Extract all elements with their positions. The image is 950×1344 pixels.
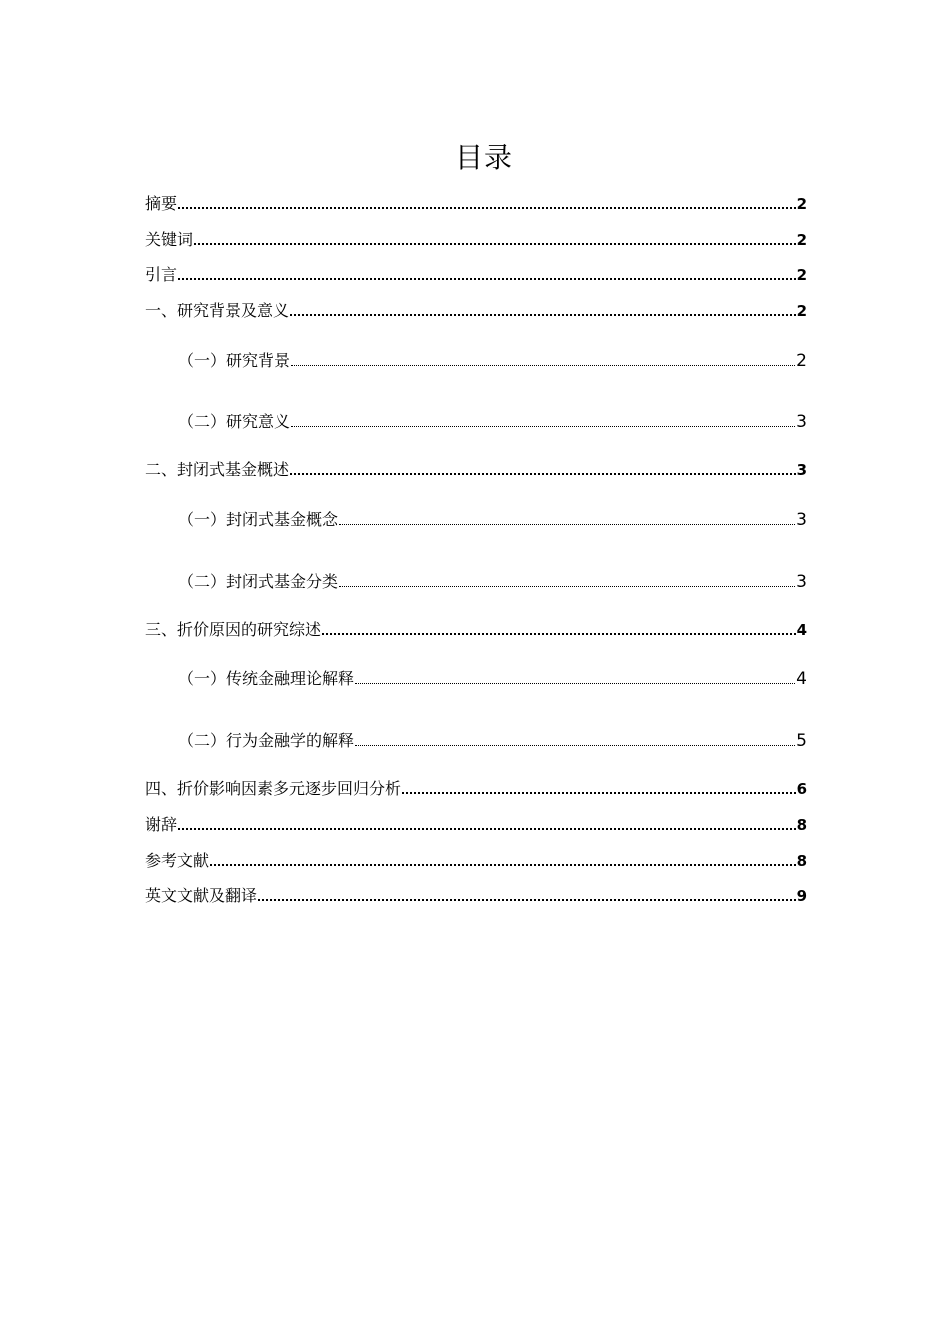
toc-leader-dots <box>339 524 795 525</box>
toc-entry-text: 摘要 <box>145 194 178 213</box>
toc-page-number: 2 <box>796 195 807 213</box>
toc-entry-section-3[interactable] <box>145 614 807 640</box>
toc-entry-text: 关键词 <box>145 230 194 249</box>
toc-entry-text: 三、折价原因的研究综述 <box>145 620 322 639</box>
toc-page-number: 2 <box>796 351 807 371</box>
toc-leader-dots <box>178 828 796 830</box>
toc-entry-english-literature[interactable] <box>145 880 807 906</box>
page-title: 目录 <box>454 141 513 174</box>
toc-entry-section-1-2[interactable] <box>178 406 807 432</box>
toc-page-number: 2 <box>796 302 807 320</box>
toc-page-number: 6 <box>796 780 807 798</box>
toc-entry-section-3-2[interactable] <box>178 725 807 751</box>
toc-entry-text: 一、研究背景及意义 <box>145 301 290 320</box>
toc-page-number: 8 <box>796 852 807 870</box>
toc-leader-dots <box>355 683 795 684</box>
toc-page-number: 3 <box>796 572 807 592</box>
toc-entry-introduction[interactable] <box>145 259 807 285</box>
toc-entry-section-1-1[interactable] <box>178 345 807 371</box>
toc-entry-section-2[interactable] <box>145 454 807 480</box>
toc-page-number: 4 <box>796 669 807 689</box>
toc-entry-text: 英文文献及翻译 <box>145 886 258 905</box>
toc-entry-section-4[interactable] <box>145 773 807 799</box>
toc-entry-text: 四、折价影响因素多元逐步回归分析 <box>145 779 402 798</box>
toc-entry-section-2-1[interactable] <box>178 504 807 530</box>
toc-entry-text: （一）封闭式基金概念 <box>178 510 339 529</box>
toc-page-number: 3 <box>796 461 807 479</box>
toc-entry-text: 二、封闭式基金概述 <box>145 460 290 479</box>
toc-page-number: 4 <box>796 621 807 639</box>
toc-entry-text: （一）传统金融理论解释 <box>178 669 355 688</box>
toc-entry-text: （一）研究背景 <box>178 351 291 370</box>
toc-entry-keywords[interactable] <box>145 224 807 250</box>
toc-entry-text: 谢辞 <box>145 815 178 834</box>
toc-leader-dots <box>178 278 796 280</box>
toc-entry-section-1[interactable] <box>145 295 807 321</box>
toc-entry-section-2-2[interactable] <box>178 566 807 592</box>
toc-page-number: 2 <box>796 266 807 284</box>
toc-entry-text: 参考文献 <box>145 851 210 870</box>
toc-entry-section-3-1[interactable] <box>178 663 807 689</box>
toc-entry-references[interactable] <box>145 845 807 871</box>
toc-leader-dots <box>355 745 795 746</box>
toc-leader-dots <box>339 586 795 587</box>
toc-leader-dots <box>258 899 796 901</box>
toc-leader-dots <box>322 633 796 635</box>
toc-entry-text: （二）行为金融学的解释 <box>178 731 355 750</box>
toc-leader-dots <box>291 365 795 366</box>
toc-leader-dots <box>290 314 796 316</box>
toc-page-number: 2 <box>796 231 807 249</box>
toc-entry-text: （二）封闭式基金分类 <box>178 572 339 591</box>
toc-page-number: 3 <box>796 412 807 432</box>
toc-entry-abstract[interactable] <box>145 188 807 214</box>
toc-page-number: 8 <box>796 816 807 834</box>
toc-page-number: 3 <box>796 510 807 530</box>
toc-leader-dots <box>210 864 796 866</box>
toc-page-number: 9 <box>796 887 807 905</box>
toc-entry-acknowledgements[interactable] <box>145 809 807 835</box>
toc-entry-text: 引言 <box>145 265 178 284</box>
toc-leader-dots <box>291 426 795 427</box>
toc-entry-text: （二）研究意义 <box>178 412 291 431</box>
toc-page-number: 5 <box>796 731 807 751</box>
toc-leader-dots <box>194 243 796 245</box>
toc-leader-dots <box>290 473 796 475</box>
toc-leader-dots <box>178 207 796 209</box>
toc-leader-dots <box>402 792 796 794</box>
